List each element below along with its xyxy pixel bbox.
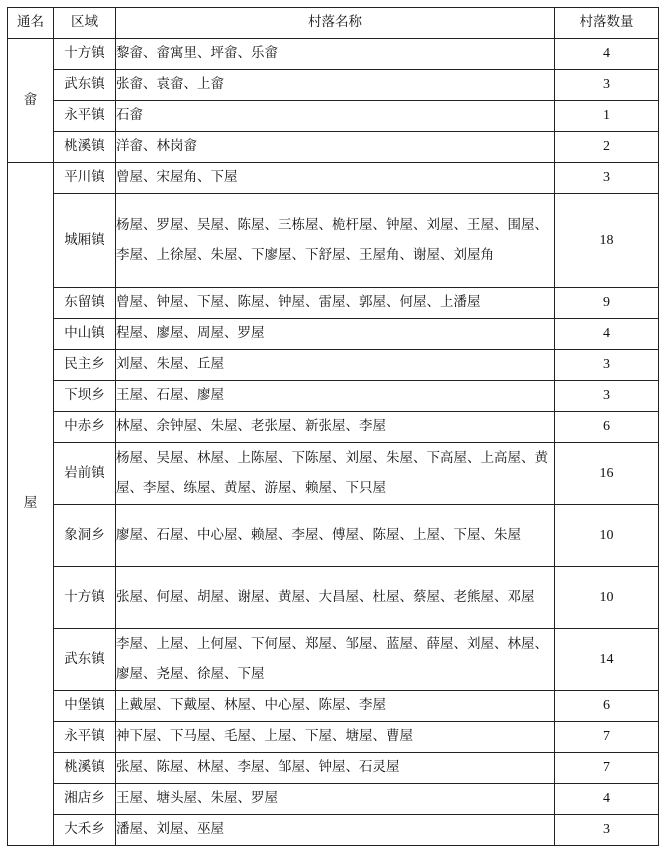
count-cell: 3: [555, 815, 659, 846]
villages-cell: 程屋、廖屋、周屋、罗屋: [116, 319, 555, 350]
region-cell: 象洞乡: [54, 505, 116, 567]
header-region: 区域: [54, 8, 116, 39]
region-cell: 永平镇: [54, 101, 116, 132]
table-row: [8, 319, 659, 350]
count-cell: 2: [555, 132, 659, 163]
count-cell: 18: [555, 194, 659, 288]
table-row: [8, 101, 659, 132]
table-row: [8, 567, 659, 629]
region-cell: 下坝乡: [54, 381, 116, 412]
region-cell: 岩前镇: [54, 443, 116, 505]
villages-cell: 洋畲、林岗畲: [116, 132, 555, 163]
header-tongming: 通名: [8, 8, 54, 39]
count-cell: 4: [555, 784, 659, 815]
region-cell: 民主乡: [54, 350, 116, 381]
villages-cell: 潘屋、刘屋、巫屋: [116, 815, 555, 846]
region-cell: 大禾乡: [54, 815, 116, 846]
count-cell: 7: [555, 753, 659, 784]
region-cell: 湘店乡: [54, 784, 116, 815]
table-row: [8, 722, 659, 753]
region-cell: 中山镇: [54, 319, 116, 350]
table-row: [8, 194, 659, 288]
count-cell: 6: [555, 412, 659, 443]
table-row: [8, 381, 659, 412]
region-cell: 武东镇: [54, 629, 116, 691]
table-row: [8, 163, 659, 194]
villages-cell: 张畲、袁畲、上畲: [116, 70, 555, 101]
table-row: [8, 505, 659, 567]
table-row: [8, 288, 659, 319]
villages-cell: 杨屋、罗屋、吴屋、陈屋、三栋屋、桅杆屋、钟屋、刘屋、王屋、围屋、李屋、上徐屋、朱屋、下廖屋、下舒屋、王屋角、谢屋、刘屋角: [116, 194, 555, 288]
header-villages: 村落名称: [116, 8, 555, 39]
header-row: [8, 8, 659, 39]
region-cell: 平川镇: [54, 163, 116, 194]
region-cell: 城厢镇: [54, 194, 116, 288]
table-header: [8, 8, 659, 39]
region-cell: 中赤乡: [54, 412, 116, 443]
villages-cell: 廖屋、石屋、中心屋、赖屋、李屋、傅屋、陈屋、上屋、下屋、朱屋: [116, 505, 555, 567]
count-cell: 14: [555, 629, 659, 691]
table-row: [8, 784, 659, 815]
village-table: [7, 7, 659, 846]
count-cell: 3: [555, 70, 659, 101]
region-cell: 十方镇: [54, 39, 116, 70]
count-cell: 3: [555, 381, 659, 412]
region-cell: 十方镇: [54, 567, 116, 629]
villages-cell: 曾屋、宋屋角、下屋: [116, 163, 555, 194]
villages-cell: 王屋、石屋、廖屋: [116, 381, 555, 412]
villages-cell: 张屋、陈屋、林屋、李屋、邹屋、钟屋、石灵屋: [116, 753, 555, 784]
table-row: [8, 132, 659, 163]
villages-cell: 石畲: [116, 101, 555, 132]
count-cell: 4: [555, 319, 659, 350]
villages-cell: 林屋、余钟屋、朱屋、老张屋、新张屋、李屋: [116, 412, 555, 443]
count-cell: 7: [555, 722, 659, 753]
villages-cell: 张屋、何屋、胡屋、谢屋、黄屋、大昌屋、杜屋、蔡屋、老熊屋、邓屋: [116, 567, 555, 629]
count-cell: 10: [555, 567, 659, 629]
count-cell: 3: [555, 163, 659, 194]
table-row: [8, 815, 659, 846]
table-row: [8, 70, 659, 101]
villages-cell: 曾屋、钟屋、下屋、陈屋、钟屋、雷屋、郭屋、何屋、上潘屋: [116, 288, 555, 319]
tongming-cell: 屋: [8, 163, 54, 846]
villages-cell: 黎畲、畲寓里、坪畲、乐畲: [116, 39, 555, 70]
villages-cell: 神下屋、下马屋、毛屋、上屋、下屋、塘屋、曹屋: [116, 722, 555, 753]
table-body: [8, 39, 659, 846]
table-row: [8, 412, 659, 443]
count-cell: 9: [555, 288, 659, 319]
count-cell: 1: [555, 101, 659, 132]
count-cell: 3: [555, 350, 659, 381]
count-cell: 16: [555, 443, 659, 505]
region-cell: 中堡镇: [54, 691, 116, 722]
table-row: [8, 350, 659, 381]
region-cell: 武东镇: [54, 70, 116, 101]
header-count: 村落数量: [555, 8, 659, 39]
tongming-cell: 畲: [8, 39, 54, 163]
villages-cell: 杨屋、吴屋、林屋、上陈屋、下陈屋、刘屋、朱屋、下高屋、上高屋、黄屋、李屋、练屋、黄屋、游屋、赖屋、下只屋: [116, 443, 555, 505]
region-cell: 桃溪镇: [54, 753, 116, 784]
table-row: [8, 629, 659, 691]
villages-cell: 刘屋、朱屋、丘屋: [116, 350, 555, 381]
table-row: [8, 443, 659, 505]
villages-cell: 王屋、塘头屋、朱屋、罗屋: [116, 784, 555, 815]
villages-cell: 李屋、上屋、上何屋、下何屋、郑屋、邹屋、蓝屋、薛屋、刘屋、林屋、廖屋、尧屋、徐屋、下屋: [116, 629, 555, 691]
count-cell: 6: [555, 691, 659, 722]
count-cell: 4: [555, 39, 659, 70]
count-cell: 10: [555, 505, 659, 567]
region-cell: 桃溪镇: [54, 132, 116, 163]
region-cell: 东留镇: [54, 288, 116, 319]
table-row: [8, 691, 659, 722]
table-row: [8, 753, 659, 784]
region-cell: 永平镇: [54, 722, 116, 753]
table-row: [8, 39, 659, 70]
villages-cell: 上戴屋、下戴屋、林屋、中心屋、陈屋、李屋: [116, 691, 555, 722]
